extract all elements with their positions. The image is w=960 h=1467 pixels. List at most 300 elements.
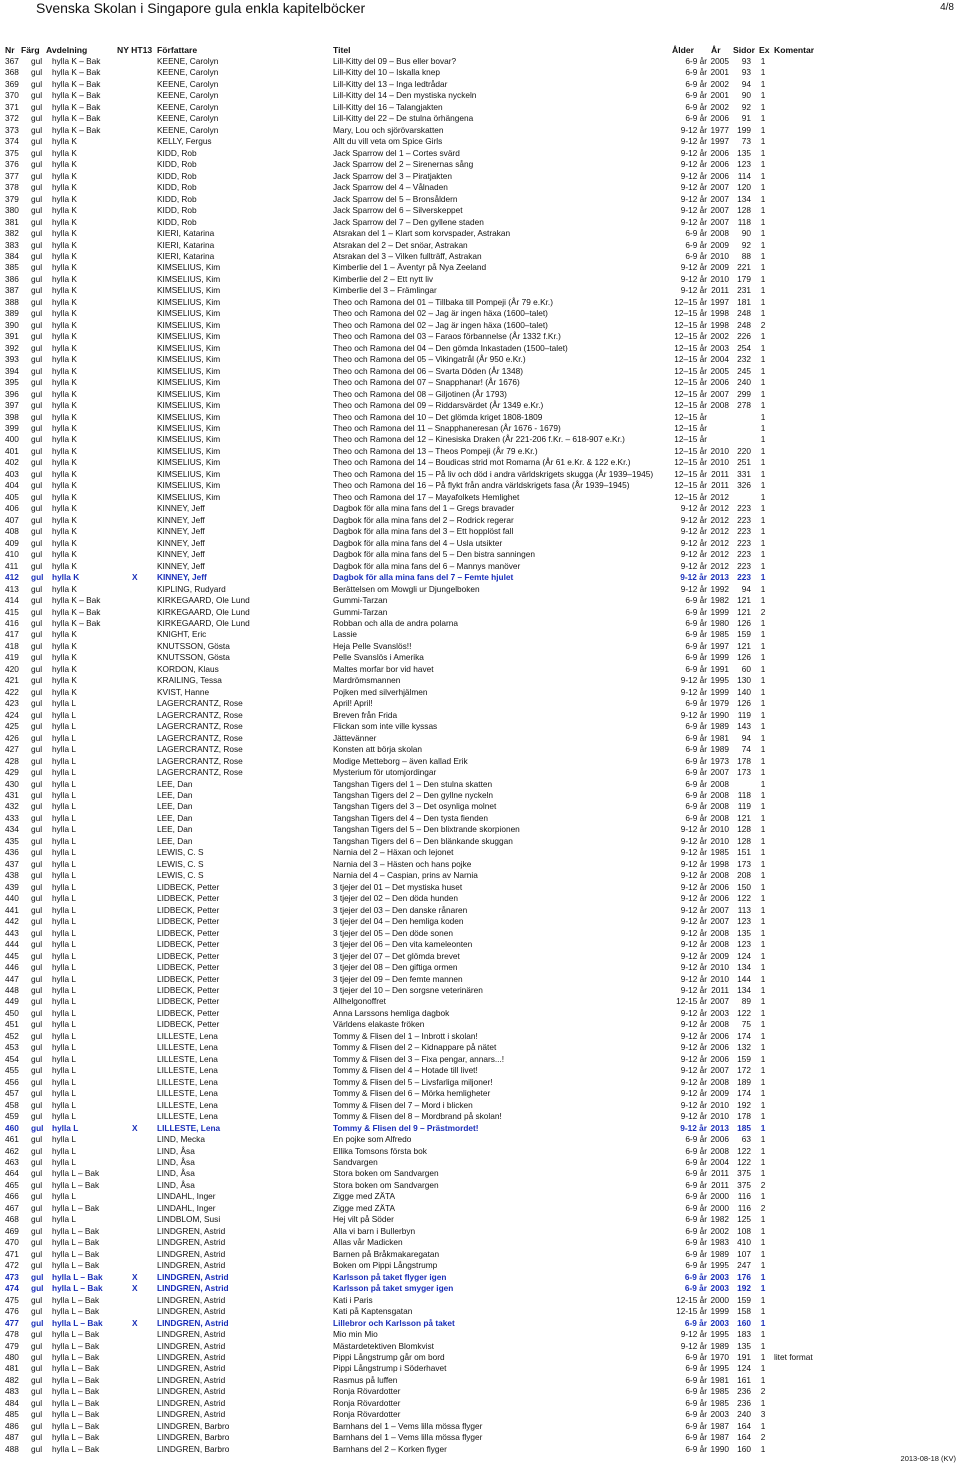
cell-ex: 1 (760, 273, 766, 284)
cell-avdelning: hylla L (52, 973, 76, 984)
cell-sidor: 88 (741, 250, 751, 261)
cell-farg: gul (31, 1111, 43, 1122)
cell-avdelning: hylla L (52, 1076, 76, 1087)
cell-avdelning: hylla K (52, 228, 77, 239)
cell-nr: 488 (5, 1443, 19, 1454)
cell-ar: 2010 (710, 973, 729, 984)
cell-farg: gul (31, 308, 43, 319)
cell-avdelning: hylla L (52, 801, 76, 812)
cell-forfattare: KIMSELIUS, Kim (157, 331, 221, 342)
cell-avdelning: hylla K (52, 262, 77, 273)
cell-forfattare: KIMSELIUS, Kim (157, 285, 221, 296)
cell-nr: 388 (5, 296, 19, 307)
cell-alder: 6-9 år (685, 1386, 707, 1397)
cell-farg: gul (31, 262, 43, 273)
cell-ex: 1 (760, 1065, 766, 1076)
cell-ar: 2005 (710, 56, 729, 66)
cell-titel: En pojke som Alfredo (333, 1134, 412, 1145)
cell-nr: 465 (5, 1179, 19, 1190)
cell-ar: 2012 (710, 514, 729, 525)
cell-sidor: 128 (737, 824, 751, 835)
cell-ar: 2006 (710, 881, 729, 892)
cell-nr: 415 (5, 606, 19, 617)
table-row (0, 1214, 960, 1225)
cell-sidor: 150 (737, 881, 751, 892)
header-titel: Titel (333, 45, 351, 55)
table-row (0, 939, 960, 950)
cell-nr: 441 (5, 904, 19, 915)
cell-ex: 1 (760, 790, 766, 800)
cell-alder: 9-12 år (680, 124, 707, 135)
cell-farg: gul (31, 617, 43, 628)
cell-ar: 1997 (710, 296, 729, 307)
cell-sidor: 92 (741, 239, 751, 250)
cell-ex: 1 (760, 331, 766, 342)
cell-forfattare: LINDAHL, Inger (157, 1202, 216, 1213)
cell-alder: 6-9 år (685, 812, 707, 823)
cell-titel: Theo och Ramona del 11 – Snapphaneresan (År 1676 - 1679) (333, 423, 561, 433)
cell-ex: 1 (760, 1260, 766, 1271)
cell-ar: 2007 (710, 205, 729, 216)
cell-titel: Theo och Ramona del 10 – Det glömda kriget 1808-1809 (333, 411, 543, 422)
cell-sidor: 185 (737, 1122, 751, 1133)
cell-ex: 1 (760, 90, 766, 101)
cell-titel: Pippi Långstrump i Söderhavet (333, 1363, 447, 1374)
cell-titel: 3 tjejer del 05 – Den döde sonen (333, 927, 453, 938)
cell-alder: 9-12 år (680, 205, 707, 216)
cell-ex: 1 (760, 388, 766, 399)
cell-titel: Theo och Ramona del 14 – Boudicas strid mot Romarna (År 61 e.Kr. & 122 e.Kr.) (333, 457, 631, 468)
cell-alder: 6-9 år (685, 790, 707, 800)
table-row (0, 1065, 960, 1076)
cell-alder: 9-12 år (680, 709, 707, 720)
cell-avdelning: hylla K (52, 537, 77, 548)
cell-ar: 2013 (710, 572, 729, 583)
cell-forfattare: LINDGREN, Astrid (157, 1237, 226, 1248)
cell-titel: Theo och Ramona del 03 – Faraos förbannelse (År 1332 f.Kr.) (333, 331, 561, 342)
cell-titel: Atsrakan del 2 – Det snöar, Astrakan (333, 239, 468, 250)
cell-ar: 1995 (710, 1260, 729, 1271)
cell-nr: 451 (5, 1019, 19, 1030)
cell-nr: 425 (5, 721, 19, 732)
cell-farg: gul (31, 78, 43, 89)
cell-ar: 1998 (710, 319, 729, 330)
cell-ar: 1989 (710, 744, 729, 755)
cell-titel: Pippi Långstrump går om bord (333, 1351, 445, 1362)
cell-sidor: 143 (737, 721, 751, 732)
table-row (0, 687, 960, 698)
cell-nr: 420 (5, 663, 19, 674)
cell-ar: 2008 (710, 801, 729, 812)
cell-sidor: 120 (737, 182, 751, 193)
cell-forfattare: KEENE, Carolyn (157, 90, 219, 101)
cell-farg: gul (31, 984, 43, 995)
cell-farg: gul (31, 1432, 43, 1443)
cell-ar: 2005 (710, 365, 729, 376)
cell-sidor: 107 (737, 1248, 751, 1259)
cell-sidor: 159 (737, 629, 751, 640)
cell-forfattare: KIDD, Rob (157, 182, 197, 193)
table-row (0, 985, 960, 996)
cell-alder: 6-9 år (685, 595, 707, 606)
cell-forfattare: KVIST, Hanne (157, 686, 210, 697)
cell-alder: 6-9 år (685, 721, 707, 732)
cell-titel: Flickan som inte ville kyssas (333, 721, 438, 732)
cell-titel: Tommy & Flisen del 2 – Kidnappare på nätet (333, 1042, 497, 1053)
cell-titel: Alla vi barn i Bullerbyn (333, 1225, 416, 1236)
cell-titel: Theo och Ramona del 16 – På flykt från andra världskrigets fasa (År 1939–1945) (333, 480, 630, 491)
cell-nr: 466 (5, 1191, 19, 1202)
cell-ar: 2012 (710, 549, 729, 560)
cell-nr: 369 (5, 78, 19, 89)
cell-ny: X (132, 1283, 138, 1294)
cell-nr: 462 (5, 1145, 19, 1156)
cell-nr: 367 (5, 56, 19, 66)
cell-avdelning: hylla K (52, 239, 77, 250)
cell-sidor: 172 (737, 1065, 751, 1076)
cell-ar: 2002 (710, 331, 729, 342)
cell-farg: gul (31, 354, 43, 365)
cell-farg: gul (31, 1397, 43, 1408)
cell-forfattare: LIDBECK, Petter (157, 973, 220, 984)
cell-ex: 1 (760, 744, 766, 755)
table-row (0, 412, 960, 423)
cell-alder: 6-9 år (685, 1260, 707, 1271)
cell-farg: gul (31, 296, 43, 307)
cell-avdelning: hylla L – Bak (52, 1317, 103, 1328)
cell-avdelning: hylla K (52, 216, 77, 227)
cell-farg: gul (31, 767, 43, 778)
cell-ex: 1 (760, 193, 766, 204)
cell-ex: 1 (760, 216, 766, 227)
cell-ex: 1 (760, 1168, 766, 1179)
table-row (0, 217, 960, 228)
cell-avdelning: hylla K (52, 583, 77, 594)
table-row (0, 457, 960, 468)
cell-alder: 6-9 år (685, 1420, 707, 1431)
cell-farg: gul (31, 170, 43, 181)
table-row (0, 675, 960, 686)
cell-sidor: 375 (737, 1168, 751, 1179)
cell-ex: 1 (760, 1088, 766, 1099)
cell-ex: 1 (760, 755, 766, 766)
cell-titel: Dagbok för alla mina fans del 5 – Den bistra sanningen (333, 549, 536, 560)
cell-farg: gul (31, 916, 43, 927)
cell-titel: Theo och Ramona del 12 – Kinesiska Draken (År 221-206 f.Kr. – 618-907 e.Kr.) (333, 434, 625, 445)
cell-titel: Lill-Kitty del 22 – De stulna örhängena (333, 113, 474, 124)
cell-sidor: 134 (737, 193, 751, 204)
cell-nr: 421 (5, 675, 19, 686)
cell-alder: 9-12 år (680, 927, 707, 938)
cell-ar: 1981 (710, 1374, 729, 1385)
cell-avdelning: hylla L (52, 1134, 76, 1145)
cell-ar: 2008 (710, 812, 729, 823)
table-row (0, 285, 960, 296)
cell-ex: 2 (760, 319, 766, 330)
cell-alder: 6-9 år (685, 629, 707, 640)
table-row (0, 1329, 960, 1340)
cell-nr: 483 (5, 1386, 19, 1397)
cell-forfattare: LEWIS, C. S (157, 870, 204, 881)
table-row (0, 228, 960, 239)
cell-alder: 9-12 år (680, 881, 707, 892)
cell-avdelning: hylla L (52, 996, 76, 1007)
cell-titel: Theo och Ramona del 09 – Riddarsvärdet (År 1349 e.Kr.) (333, 400, 544, 411)
cell-avdelning: hylla K – Bak (52, 67, 101, 78)
page-header (0, 0, 960, 40)
cell-ex: 1 (760, 342, 766, 353)
cell-avdelning: hylla L – Bak (52, 1329, 100, 1340)
cell-ar: 1977 (710, 124, 729, 135)
cell-farg: gul (31, 1042, 43, 1053)
cell-avdelning: hylla L (52, 1030, 76, 1041)
cell-avdelning: hylla L (52, 1007, 76, 1018)
cell-ar: 2001 (710, 90, 729, 101)
cell-forfattare: LINDGREN, Astrid (157, 1363, 226, 1374)
cell-titel: Breven från Frida (333, 709, 398, 720)
cell-ex: 1 (760, 365, 766, 376)
cell-forfattare: KIDD, Rob (157, 147, 197, 158)
cell-ar: 2010 (710, 962, 729, 973)
table-row (0, 205, 960, 216)
cell-alder: 6-9 år (685, 1397, 707, 1408)
cell-ex: 1 (760, 1340, 766, 1351)
cell-ar: 1999 (710, 1306, 729, 1317)
cell-farg: gul (31, 732, 43, 743)
cell-sidor: 135 (737, 147, 751, 158)
cell-nr: 377 (5, 170, 19, 181)
cell-forfattare: KIMSELIUS, Kim (157, 457, 221, 468)
cell-nr: 436 (5, 847, 19, 858)
cell-ar: 2008 (710, 1145, 729, 1156)
cell-forfattare: KIERI, Katarina (157, 250, 215, 261)
cell-avdelning: hylla L – Bak (52, 1168, 100, 1179)
cell-forfattare: KEENE, Carolyn (157, 67, 219, 78)
cell-forfattare: LIND, Åsa (157, 1145, 195, 1156)
cell-ar: 1985 (710, 847, 729, 858)
cell-ex: 1 (760, 1030, 766, 1041)
cell-avdelning: hylla L (52, 812, 76, 823)
cell-ex: 1 (760, 170, 766, 181)
cell-nr: 385 (5, 262, 19, 273)
cell-avdelning: hylla L – Bak (52, 1340, 100, 1351)
table-row (0, 1272, 960, 1283)
cell-avdelning: hylla K (52, 675, 77, 686)
cell-sidor: 223 (737, 560, 751, 571)
table-row (0, 526, 960, 537)
cell-alder: 9-12 år (680, 560, 707, 571)
cell-alder: 6-9 år (685, 1145, 707, 1156)
cell-alder: 6-9 år (685, 250, 707, 261)
table-row (0, 1054, 960, 1065)
cell-alder: 9-12 år (680, 984, 707, 995)
cell-alder: 6-9 år (685, 1432, 707, 1443)
cell-nr: 453 (5, 1042, 19, 1053)
cell-avdelning: hylla L (52, 870, 76, 881)
cell-ex: 2 (760, 1386, 766, 1397)
cell-avdelning: hylla K (52, 434, 77, 445)
table-row (0, 1409, 960, 1420)
cell-forfattare: KINNEY, Jeff (157, 514, 205, 525)
cell-sidor: 122 (737, 1157, 751, 1167)
cell-avdelning: hylla L (52, 858, 76, 869)
cell-nr: 408 (5, 526, 19, 537)
cell-nr: 401 (5, 445, 19, 456)
table-row (0, 996, 960, 1007)
cell-nr: 389 (5, 308, 19, 319)
cell-sidor: 179 (737, 273, 751, 284)
cell-farg: gul (31, 893, 43, 904)
cell-ar: 2010 (710, 1111, 729, 1122)
cell-sidor: 93 (741, 67, 751, 78)
cell-alder: 6-9 år (685, 732, 707, 743)
cell-alder: 9-12 år (680, 572, 707, 583)
cell-nr: 445 (5, 950, 19, 961)
cell-farg: gul (31, 491, 43, 502)
cell-avdelning: hylla K – Bak (52, 606, 101, 617)
cell-titel: Mary, Lou och sjörövarskatten (333, 124, 444, 135)
cell-ex: 1 (760, 1191, 766, 1202)
cell-ex: 1 (760, 709, 766, 720)
cell-avdelning: hylla K – Bak (52, 56, 101, 66)
table-row (0, 790, 960, 801)
cell-ex: 1 (760, 250, 766, 261)
cell-nr: 449 (5, 996, 19, 1007)
cell-nr: 382 (5, 228, 19, 239)
cell-forfattare: KIPLING, Rudyard (157, 583, 226, 594)
cell-sidor: 160 (737, 1317, 751, 1328)
cell-ar: 1987 (710, 1432, 729, 1443)
cell-avdelning: hylla K (52, 503, 77, 514)
cell-farg: gul (31, 698, 43, 709)
cell-forfattare: LINDGREN, Barbro (157, 1420, 230, 1431)
cell-avdelning: hylla K (52, 560, 77, 571)
cell-titel: 3 tjejer del 07 – Det glömda brevet (333, 950, 460, 961)
table-row (0, 1237, 960, 1248)
cell-avdelning: hylla K – Bak (52, 617, 101, 628)
cell-alder: 6-9 år (685, 1443, 707, 1454)
cell-ex: 1 (760, 1443, 766, 1454)
cell-farg: gul (31, 56, 43, 66)
cell-sidor: 126 (737, 617, 751, 628)
cell-sidor: 140 (737, 686, 751, 697)
cell-ex: 1 (760, 870, 766, 881)
cell-titel: Kimberlie del 2 – Ett nytt liv (333, 273, 434, 284)
cell-alder: 9-12 år (680, 549, 707, 560)
cell-alder: 6-9 år (685, 1351, 707, 1362)
cell-ex: 1 (760, 1306, 766, 1317)
cell-alder: 6-9 år (685, 755, 707, 766)
cell-farg: gul (31, 468, 43, 479)
cell-nr: 457 (5, 1088, 19, 1099)
cell-avdelning: hylla K (52, 652, 77, 663)
cell-alder: 9-12 år (680, 147, 707, 158)
cell-farg: gul (31, 904, 43, 915)
cell-ex: 1 (760, 617, 766, 628)
cell-avdelning: hylla K (52, 491, 77, 502)
cell-nr: 381 (5, 216, 19, 227)
cell-nr: 402 (5, 457, 19, 468)
cell-forfattare: LIDBECK, Petter (157, 962, 220, 973)
cell-alder: 9-12 år (680, 170, 707, 181)
cell-alder: 9-12 år (680, 193, 707, 204)
cell-alder: 12–15 år (674, 411, 707, 422)
cell-alder: 6-9 år (685, 1225, 707, 1236)
cell-farg: gul (31, 996, 43, 1007)
cell-nr: 422 (5, 686, 19, 697)
cell-ar: 1970 (710, 1351, 729, 1362)
cell-ar: 1989 (710, 721, 729, 732)
table-row (0, 1398, 960, 1409)
cell-alder: 9-12 år (680, 973, 707, 984)
cell-alder: 12–15 år (674, 423, 707, 433)
cell-ex: 1 (760, 503, 766, 514)
cell-titel: Världens elakaste fröken (333, 1019, 425, 1030)
table-row (0, 824, 960, 835)
cell-titel: Tommy & Flisen del 3 – Fixa pengar, annars...! (333, 1053, 505, 1064)
table-row (0, 905, 960, 916)
cell-farg: gul (31, 927, 43, 938)
table-row (0, 549, 960, 560)
cell-forfattare: LEE, Dan (157, 801, 193, 812)
cell-nr: 460 (5, 1122, 19, 1133)
table-row (0, 893, 960, 904)
cell-ar: 2010 (710, 1099, 729, 1110)
cell-farg: gul (31, 709, 43, 720)
cell-alder: 12–15 år (674, 308, 707, 319)
cell-farg: gul (31, 652, 43, 663)
cell-alder: 9-12 år (680, 182, 707, 193)
cell-titel: Robban och alla de andra polarna (333, 617, 459, 628)
cell-sidor: 124 (737, 1363, 751, 1374)
cell-nr: 426 (5, 732, 19, 743)
cell-avdelning: hylla L (52, 824, 76, 835)
cell-ex: 1 (760, 1145, 766, 1156)
table-row (0, 756, 960, 767)
cell-ex: 1 (760, 400, 766, 411)
cell-ex: 1 (760, 468, 766, 479)
cell-nr: 429 (5, 767, 19, 778)
cell-alder: 6-9 år (685, 1202, 707, 1213)
cell-forfattare: LILLESTE, Lena (157, 1030, 218, 1041)
cell-ar: 2006 (710, 1042, 729, 1053)
table-row (0, 1295, 960, 1306)
cell-forfattare: KIMSELIUS, Kim (157, 491, 221, 502)
cell-ar: 2000 (710, 1294, 729, 1305)
cell-alder: 12–15 år (674, 434, 707, 445)
cell-titel: 3 tjejer del 01 – Det mystiska huset (333, 881, 463, 892)
cell-titel: Theo och Ramona del 01 – Tillbaka till Pompeji (År 79 e.Kr.) (333, 296, 553, 307)
cell-sidor: 240 (737, 377, 751, 388)
cell-ar: 2011 (711, 984, 729, 995)
cell-forfattare: KIMSELIUS, Kim (157, 308, 221, 319)
cell-alder: 6-9 år (685, 1179, 707, 1190)
table-row (0, 1386, 960, 1397)
cell-titel: Tommy & Flisen del 7 – Mord i blicken (333, 1099, 473, 1110)
cell-farg: gul (31, 1237, 43, 1248)
cell-forfattare: LINDGREN, Astrid (157, 1260, 226, 1271)
cell-nr: 467 (5, 1202, 19, 1213)
cell-nr: 435 (5, 835, 19, 846)
cell-titel: Kati på Kaptensgatan (333, 1306, 413, 1317)
table-row (0, 1352, 960, 1363)
cell-sidor: 122 (737, 893, 751, 904)
cell-farg: gul (31, 1363, 43, 1374)
cell-ex: 1 (760, 1111, 766, 1122)
cell-forfattare: KINNEY, Jeff (157, 503, 205, 514)
table-row (0, 836, 960, 847)
cell-sidor: 113 (737, 904, 751, 915)
